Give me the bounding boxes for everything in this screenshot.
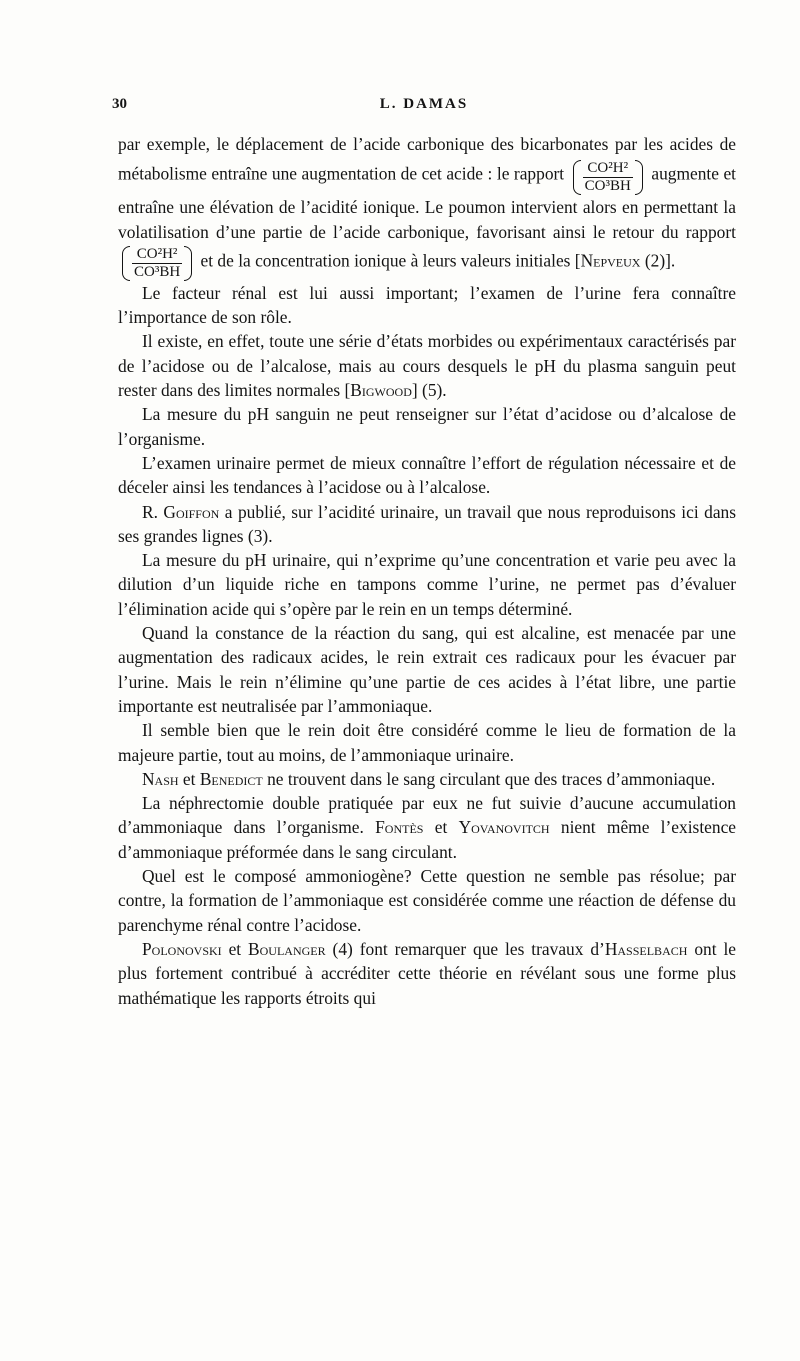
fraction-co2h2-co3bh xyxy=(573,160,643,195)
p1-part-c: et de la concentration ionique à leurs valeurs initiales [ xyxy=(200,250,581,271)
p13-part-d: ont le plus fortement contribué à accréditer cette théorie en révélant sous une forme plus mathématique les rapports étroits qui xyxy=(118,938,737,1008)
p13-part-c: (4) font remarquer que les travaux d’ xyxy=(325,938,605,959)
paragraph-12: Quel est le composé ammoniogène? Cette question ne semble pas résolue; par contre, la formation de l’ammoniaque est considérée comme une réaction de défense du parenchyme rénal contre l’acidose. xyxy=(118,866,736,935)
paragraph-2: Le facteur rénal est lui aussi important; l’examen de l’urine fera connaître l’importance de son rôle. xyxy=(118,282,736,328)
author-name: Boulanger xyxy=(248,938,326,959)
p11-part-a: La néphrectomie double pratiquée par eux ne fut suivie d’aucune accumulation d’ammoniaque dans l’organisme. xyxy=(118,793,736,838)
paragraph-13 xyxy=(118,937,736,1010)
paragraph-6 xyxy=(118,500,736,549)
fraction-numerator: CO²H² xyxy=(583,160,633,178)
paragraph-11 xyxy=(118,791,736,864)
author-name: Nash xyxy=(142,768,179,789)
fraction-co2h2-co3bh-2 xyxy=(122,246,192,281)
fraction-denominator: CO³BH xyxy=(134,263,181,280)
page-number: 30 xyxy=(112,96,127,112)
paragraph-5: L’examen urinaire permet de mieux connaître l’effort de régulation nécessaire et de déceler ainsi les tendances à l’acidose ou à l’alcalose. xyxy=(118,452,736,498)
p1-part-a: par exemple, le déplacement de l’acide carbonique des bicarbonates par les acides de métabolisme entraîne une augmentation de cet acide : le rapport xyxy=(118,134,736,184)
paragraph-9: Il semble bien que le rein doit être considéré comme le lieu de formation de la majeure partie, tout au moins, de l’ammoniaque urinaire. xyxy=(118,720,736,765)
running-head: L. DAMAS xyxy=(379,96,469,112)
p13-part-b: et xyxy=(221,938,249,959)
page-header xyxy=(112,96,736,120)
citation-author: Nepveux xyxy=(580,250,641,271)
paragraph-7: La mesure du pH urinaire, qui n’exprime qu’une concentration et varie peu avec la dilution d’un liquide riche en tampons comme l’urine, ne permet pas d’évaluer l’élimination acide qui s’opère par le rein en un temps déterminé. xyxy=(118,550,736,619)
author-name: R. Goiffon xyxy=(142,501,220,522)
body-text xyxy=(118,132,736,1010)
paragraph-10 xyxy=(118,767,736,791)
p10-part-c: ne trouvent dans le sang circulant que des traces d’ammoniaque. xyxy=(262,768,716,789)
author-name: Benedict xyxy=(199,768,263,789)
author-name: Polonovski xyxy=(142,938,222,959)
paragraph-8: Quand la constance de la réaction du sang, qui est alcaline, est menacée par une augmentation des radicaux acides, le rein extrait ces radicaux pour les évacuer par l’urine. Mais le rein n’élimine qu’une partie de ces acides à l’état libre, une partie importante est neutralisée par l’ammoniaque. xyxy=(118,623,736,716)
paragraph-1 xyxy=(118,132,736,281)
p11-part-c: nient même l’existence d’ammoniaque préformée dans le sang circulant. xyxy=(118,817,737,862)
paragraph-3 xyxy=(118,329,736,402)
p3-part-b: ] (5). xyxy=(411,380,447,401)
p6-part-b: a publié, sur l’acidité urinaire, un travail que nous reproduisons ici dans ses grandes lignes (3). xyxy=(118,501,736,546)
fraction-numerator: CO²H² xyxy=(132,246,182,264)
author-name: Yovanovitch xyxy=(458,817,550,838)
p10-part-b: et xyxy=(178,768,200,789)
p11-part-b: et xyxy=(423,817,459,838)
p1-part-b: augmente et entraîne une élévation de l’acidité ionique. Le poumon intervient alors en permettant la volatilisation d’une partie de l’acide carbonique, favorisant ainsi le retour du rapport xyxy=(118,163,736,242)
citation-author: Bigwood xyxy=(350,380,412,401)
p3-part-a: Il existe, en effet, toute une série d’états morbides ou expérimentaux caractérisés par de l’acidose ou de l’alcalose, mais au cours desquels le pH du plasma sanguin peut rester dans des limites normales [ xyxy=(118,331,736,401)
author-name: Hasselbach xyxy=(604,938,688,959)
author-name: Fontès xyxy=(375,817,424,838)
fraction-denominator: CO³BH xyxy=(584,178,631,195)
p1-part-d: (2)]. xyxy=(640,250,676,271)
paragraph-4: La mesure du pH sanguin ne peut renseigner sur l’état d’acidose ou d’alcalose de l’organisme. xyxy=(118,404,736,449)
